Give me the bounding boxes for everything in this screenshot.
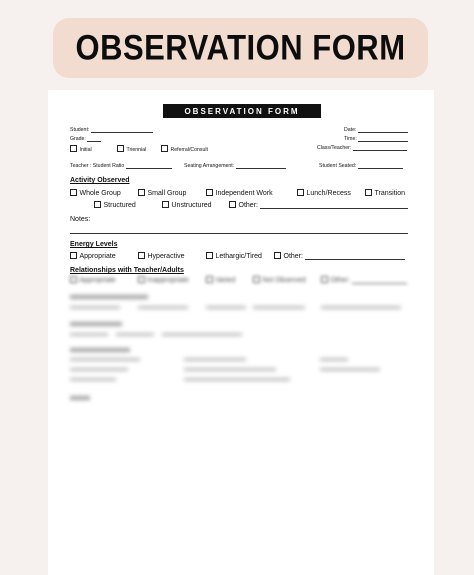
notes-line-1[interactable]	[70, 233, 408, 234]
grade-field[interactable]	[70, 136, 101, 142]
option-label: Whole Group	[79, 190, 121, 197]
checkbox[interactable]	[138, 189, 145, 196]
activity-option-other[interactable]	[229, 201, 408, 209]
student-line	[91, 127, 153, 133]
option-label: Unstructured	[171, 202, 212, 209]
blurred-option	[321, 306, 401, 309]
blurred-option	[206, 306, 246, 309]
blurred-option	[70, 368, 128, 371]
option-label: Independent Work	[215, 190, 273, 197]
student-label: Student:	[70, 127, 90, 133]
seating-field[interactable]	[184, 163, 286, 169]
rel-option-not-observed[interactable]	[253, 276, 306, 284]
date-line	[358, 127, 408, 133]
activity-option-independent-work[interactable]	[206, 189, 273, 197]
seating-line	[236, 163, 286, 169]
checkbox[interactable]	[253, 276, 260, 283]
checkbox[interactable]	[229, 201, 236, 208]
class-teacher-label: Class/Teacher:	[317, 145, 352, 151]
notes-label: Notes:	[70, 216, 91, 223]
referral-label: Referral/Consult	[170, 147, 208, 153]
checkbox[interactable]	[70, 252, 77, 259]
time-line	[358, 136, 408, 142]
activity-option-small-group[interactable]	[138, 189, 186, 197]
blurred-heading	[70, 396, 90, 400]
activity-option-transition[interactable]	[365, 189, 405, 197]
blurred-option	[70, 333, 108, 336]
checkbox[interactable]	[297, 189, 304, 196]
student-field[interactable]	[70, 127, 153, 133]
energy-option-other[interactable]	[274, 252, 405, 260]
date-label: Date:	[344, 127, 357, 133]
blurred-option	[320, 358, 348, 361]
checkbox[interactable]	[70, 276, 77, 283]
rel-option-varied[interactable]	[206, 276, 235, 284]
initial-label: Initial	[79, 147, 92, 153]
blurred-option	[70, 358, 140, 361]
checkbox[interactable]	[138, 276, 145, 283]
referral-checkbox[interactable]	[161, 145, 168, 152]
sheet-header: OBSERVATION FORM	[163, 104, 321, 118]
ratio-label: Teacher : Student Ratio	[70, 163, 125, 169]
date-field[interactable]	[344, 127, 408, 133]
checkbox[interactable]	[206, 276, 213, 283]
checkbox[interactable]	[274, 252, 281, 259]
blurred-option	[253, 306, 305, 309]
blurred-option	[116, 333, 154, 336]
seating-label: Seating Arrangement:	[184, 163, 235, 169]
energy-option-appropriate[interactable]	[70, 252, 116, 260]
relationships-teacher-section-title: Relationships with Teacher/Adults	[70, 267, 184, 274]
class-teacher-field[interactable]	[317, 145, 407, 151]
class-teacher-line	[353, 145, 407, 151]
blurred-option	[70, 306, 120, 309]
triennial-label: Triennial	[126, 147, 147, 153]
triennial-option[interactable]	[117, 145, 146, 153]
banner-title: OBSERVATION FORM	[75, 27, 406, 68]
blurred-heading	[70, 322, 122, 326]
option-label: Varied	[215, 277, 236, 284]
activity-option-whole-group[interactable]	[70, 189, 121, 197]
rel-option-appropriate[interactable]	[70, 276, 116, 284]
checkbox[interactable]	[94, 201, 101, 208]
triennial-checkbox[interactable]	[117, 145, 124, 152]
energy-section-title: Energy Levels	[70, 241, 118, 248]
rel-other-line	[352, 278, 407, 284]
time-field[interactable]	[344, 136, 408, 142]
blurred-option	[162, 333, 242, 336]
option-label: Appropriate	[79, 253, 116, 260]
ratio-field[interactable]	[70, 163, 172, 169]
initial-checkbox[interactable]	[70, 145, 77, 152]
energy-other-line	[305, 254, 405, 260]
grade-label: Grade:	[70, 136, 86, 142]
activity-other-line	[260, 203, 408, 209]
checkbox[interactable]	[365, 189, 372, 196]
energy-option-lethargic[interactable]	[206, 252, 262, 260]
seated-line	[358, 163, 403, 169]
form-sheet	[48, 90, 434, 575]
blurred-form-content	[48, 290, 434, 410]
time-label: Time:	[344, 136, 357, 142]
blurred-heading	[70, 348, 130, 352]
title-banner	[53, 18, 428, 78]
blurred-option	[184, 378, 290, 381]
rel-option-inappropriate[interactable]	[138, 276, 189, 284]
blurred-option	[70, 378, 116, 381]
option-label: Transition	[374, 190, 405, 197]
option-label: Other:	[330, 277, 350, 284]
seated-field[interactable]	[319, 163, 403, 169]
checkbox[interactable]	[138, 252, 145, 259]
option-label: Small Group	[147, 190, 187, 197]
initial-option[interactable]	[70, 145, 92, 153]
relationships-teacher-options	[48, 276, 434, 288]
checkbox[interactable]	[70, 189, 77, 196]
checkbox[interactable]	[206, 189, 213, 196]
blurred-heading	[70, 295, 148, 299]
referral-option[interactable]	[161, 145, 208, 153]
checkbox[interactable]	[206, 252, 213, 259]
option-label: Appropriate	[79, 277, 116, 284]
option-label: Other:	[283, 253, 303, 260]
activity-section-title: Activity Observed	[70, 177, 130, 184]
ratio-line	[126, 163, 172, 169]
energy-option-hyperactive[interactable]	[138, 252, 184, 260]
activity-option-lunch-recess[interactable]	[297, 189, 351, 197]
blurred-option	[184, 368, 276, 371]
blurred-option	[320, 368, 380, 371]
activity-option-structured[interactable]	[94, 201, 136, 209]
activity-option-unstructured[interactable]	[162, 201, 212, 209]
option-label: Inappropriate	[147, 277, 189, 284]
seated-label: Student Seated:	[319, 163, 357, 169]
option-label: Not Observed	[262, 277, 306, 284]
checkbox[interactable]	[321, 276, 328, 283]
grade-line	[87, 136, 101, 142]
option-label: Lethargic/Tired	[215, 253, 262, 260]
option-label: Other:	[238, 202, 258, 209]
blurred-option	[138, 306, 188, 309]
option-label: Hyperactive	[147, 253, 185, 260]
rel-option-other[interactable]	[321, 276, 407, 284]
checkbox[interactable]	[162, 201, 169, 208]
option-label: Lunch/Recess	[306, 190, 351, 197]
option-label: Structured	[103, 202, 136, 209]
blurred-option	[184, 358, 246, 361]
